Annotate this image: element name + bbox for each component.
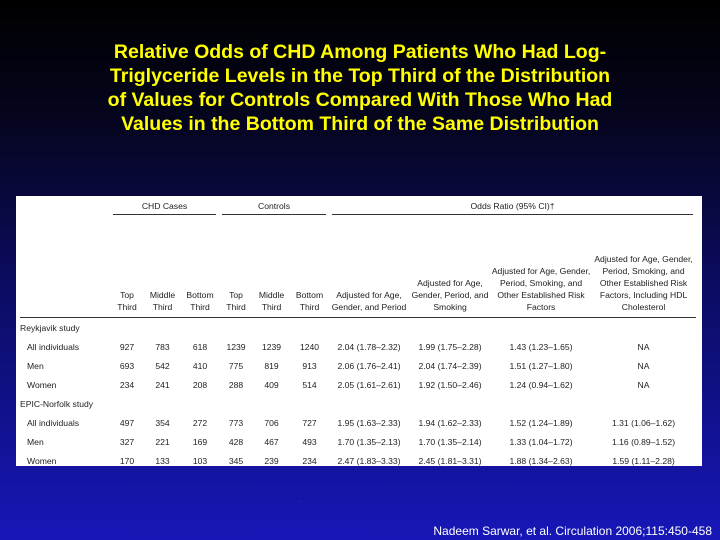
col-header: Middle Third xyxy=(144,218,181,318)
table-cell: 241 xyxy=(155,379,170,390)
slide-title xyxy=(20,40,700,136)
group-header-row xyxy=(20,198,696,218)
table-cell: 542 xyxy=(155,360,170,371)
table-cell: 1.95 (1.63–2.33) xyxy=(337,417,401,428)
stray-dot xyxy=(299,501,300,502)
table-cell: 410 xyxy=(192,360,208,371)
table-cell: 1240 xyxy=(299,341,320,352)
table-cell: 2.47 (1.83–3.33) xyxy=(329,451,409,466)
row-label: Women xyxy=(27,379,57,390)
table-cell: 775 xyxy=(228,360,244,371)
section-label: Reykjavik study xyxy=(20,322,80,333)
table-cell: 497 xyxy=(119,417,135,428)
table-cell: 773 xyxy=(228,417,244,428)
table-cell: 1.88 (1.34–2.63) xyxy=(491,451,591,466)
table-cell: 288 xyxy=(228,379,244,390)
table-cell: 409 xyxy=(264,379,279,390)
title-line-2: Triglyceride Levels in the Top Third of the Distribution xyxy=(109,65,611,87)
table-cell: 234 xyxy=(290,451,329,466)
table-cell: 913 xyxy=(302,360,317,371)
row-label: Women xyxy=(20,451,110,466)
table-cell: 1.24 (0.94–1.62) xyxy=(509,379,573,390)
row-label: All individuals xyxy=(27,341,80,352)
odds-ratio-table-panel xyxy=(16,196,702,466)
table-cell: 428 xyxy=(228,436,244,447)
table-cell: 493 xyxy=(302,436,317,447)
table-cell: 1.16 (0.89–1.52) xyxy=(611,436,676,447)
section-label: EPIC-Norfolk study xyxy=(20,398,94,409)
odds-ratio-header: Odds Ratio (95% CI)† xyxy=(332,201,693,215)
section-row xyxy=(20,318,696,338)
col-header: Middle Third xyxy=(253,218,290,318)
table-row xyxy=(20,337,696,356)
table-cell: 345 xyxy=(219,451,253,466)
table-cell: 2.05 (1.61–2.61) xyxy=(337,379,401,390)
table-cell: 2.45 (1.81–3.31) xyxy=(409,451,491,466)
table-row xyxy=(20,451,696,466)
table-cell: 618 xyxy=(192,341,208,352)
table-cell: NA xyxy=(637,360,650,371)
table-cell: 693 xyxy=(119,360,135,371)
table-cell: 927 xyxy=(119,341,135,352)
table-cell: 1.43 (1.23–1.65) xyxy=(509,341,573,352)
table-cell: 1239 xyxy=(261,341,282,352)
table-cell: 221 xyxy=(155,436,170,447)
title-line-1: Relative Odds of CHD Among Patients Who Had Log- xyxy=(113,41,607,63)
row-label: All individuals xyxy=(27,417,80,428)
table-cell: 2.04 (1.78–2.32) xyxy=(337,341,401,352)
table-cell: 1.70 (1.35–2.14) xyxy=(418,436,482,447)
col-header: Top Third xyxy=(110,218,144,318)
table-cell: 272 xyxy=(192,417,208,428)
column-header-row xyxy=(20,218,696,318)
table-cell: 1.59 (1.11–2.28) xyxy=(591,451,696,466)
table-cell: 1.70 (1.35–2.13) xyxy=(337,436,401,447)
table-cell: 1.92 (1.50–2.46) xyxy=(418,379,482,390)
table-cell: 234 xyxy=(119,379,135,390)
col-header: Adjusted for Age, Gender, Period, and Smoking xyxy=(409,218,491,318)
table-row xyxy=(20,432,696,451)
table-cell: 103 xyxy=(181,451,219,466)
table-row xyxy=(20,413,696,432)
table-cell: 239 xyxy=(253,451,290,466)
col-header: Bottom Third xyxy=(290,218,329,318)
table-cell: 1.31 (1.06–1.62) xyxy=(611,417,676,428)
table-row xyxy=(20,375,696,394)
table-cell: NA xyxy=(637,379,650,390)
table-cell: 208 xyxy=(192,379,208,390)
col-header: Top Third xyxy=(219,218,253,318)
title-line-3: of Values for Controls Compared With Those Who Had xyxy=(107,89,613,111)
table-cell: 467 xyxy=(264,436,279,447)
table-cell: 706 xyxy=(264,417,279,428)
table-cell: 1.33 (1.04–1.72) xyxy=(509,436,573,447)
table-cell: 1.52 (1.24–1.89) xyxy=(509,417,573,428)
odds-ratio-table xyxy=(20,198,696,466)
table-cell: 327 xyxy=(119,436,135,447)
col-header: Adjusted for Age, Gender, Period, Smoking, and Other Established Risk Factors xyxy=(491,218,591,318)
citation: Nadeem Sarwar, et al. Circulation 2006;115:450-458 xyxy=(433,524,712,538)
table-cell: 727 xyxy=(302,417,317,428)
table-cell: 1.94 (1.62–2.33) xyxy=(418,417,482,428)
table-cell: 514 xyxy=(302,379,317,390)
table-cell: 1.99 (1.75–2.28) xyxy=(418,341,482,352)
col-header: Adjusted for Age, Gender, Period, Smoking, and Other Established Risk Factors, Including HDL Cholesterol xyxy=(591,218,696,318)
col-header: Adjusted for Age, Gender, and Period xyxy=(329,218,409,318)
row-label: Men xyxy=(27,436,44,447)
section-row xyxy=(20,394,696,413)
table-row xyxy=(20,356,696,375)
title-line-4: Values in the Bottom Third of the Same Distribution xyxy=(121,113,599,135)
chd-cases-header: CHD Cases xyxy=(113,201,216,215)
row-label: Men xyxy=(27,360,44,371)
table-cell: 2.04 (1.74–2.39) xyxy=(418,360,482,371)
table-cell: 1.51 (1.27–1.80) xyxy=(509,360,573,371)
table-cell: 1239 xyxy=(226,341,246,352)
table-cell: 783 xyxy=(155,341,170,352)
table-cell: 169 xyxy=(192,436,208,447)
table-cell: 819 xyxy=(264,360,279,371)
col-header: Bottom Third xyxy=(181,218,219,318)
table-cell: NA xyxy=(637,341,650,352)
table-cell: 2.06 (1.76–2.41) xyxy=(337,360,401,371)
controls-header: Controls xyxy=(222,201,326,215)
table-cell: 170 xyxy=(110,451,144,466)
table-cell: 133 xyxy=(144,451,181,466)
table-cell: 354 xyxy=(155,417,170,428)
